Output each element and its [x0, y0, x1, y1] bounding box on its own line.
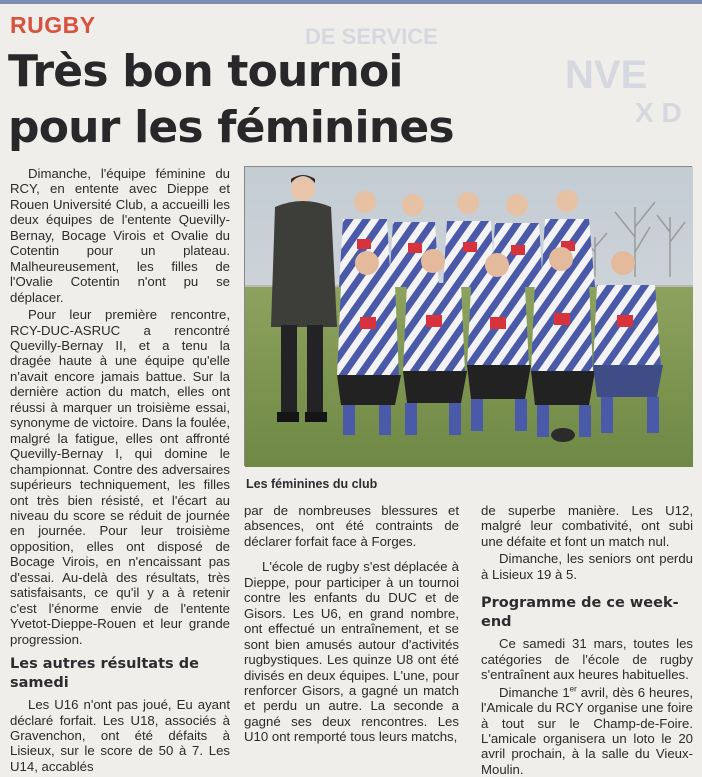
rugby-ball: [551, 428, 575, 442]
paragraph-youth-results: Les U16 n'ont pas joué, Eu ayant déclaré forfait. Les U18, associés à Gravenchon, ont été défaits à Lisieux, sur le score de 50 à 7. Les U14, accablés: [10, 697, 230, 774]
subhead-other-results: Les autres résultats de samedi: [10, 656, 199, 692]
article-column-3: [481, 503, 693, 777]
paragraph-saturday: Ce samedi 31 mars, toutes les catégories de l'école de rugby s'entraînent aux heures habituelles.: [481, 636, 693, 683]
article-column-2: [244, 503, 459, 745]
ghost-line-3: X D: [635, 97, 682, 128]
section-label: RUGBY: [10, 12, 96, 38]
paragraph-rugby-school: L'école de rugby s'est déplacée à Dieppe, pour participer à un tournoi contre les enfants du DUC et de Gisors. Les U6, en grand nombre, ont effectué un entraînement, et se sont bien amusés autour d'activités rugbystiques. Les quinze U8 ont été divisés en deux équipes. L'une, pour renforcer Gisors, a gagné un match et perdu un autre. La seconde a gagné ses deux rencontres. Les U10 ont remporté tous leurs matchs,: [244, 559, 459, 745]
paragraph-youth-results-cont: par de nombreuses blessures et absences, ont été contraints de déclarer forfait face à Forges.: [244, 503, 459, 549]
photo-caption: Les féminines du club: [246, 477, 378, 491]
headline-line-1: Très bon tournoi: [8, 46, 403, 97]
paragraph-matches: Pour leur première rencontre, RCY-DUC-ASRUC a rencontré Quevilly-Bernay II, et a tenu la dragée haute à une équipe qu'elle n'avait encore jamais battue. Sur la dernière action du match, elles ont réussi à marquer un troisième essai, synonyme de victoire. Dans la foulée, malgré la fatigue, elles ont affronté Quevilly-Bernay I, qui domine le championnat. Contre des adversaires supérieurs techniquement, les filles ont très bien résisté, et l'écart au niveau du score se réduit de journée en journée. Pour leur troisième opposition, elles ont disposé de Bocage Virois, en n'encaissant pas d'essai. Au-delà des résultats, très satisfaisants, ce qu'il y a à retenir c'est l'énorme envie de l'entente Yvetot-Dieppe-Rouen et leur grande progression.: [10, 307, 230, 647]
sunday-date: Dimanche 1: [499, 684, 570, 700]
top-color-strip: [0, 0, 702, 4]
paragraph-intro: Dimanche, l'équipe féminine du RCY, en entente avec Dieppe et Rouen Université Club, a accueilli les deux équipes de l'entente Quevilly-Bernay, Bocage Virois et Ovalie du Cotentin pour un plateau. Malheureusement, les filles de l'Ovalie Cotentin n'ont pu se déplacer.: [10, 166, 230, 305]
date-ordinal: er: [569, 684, 577, 694]
ghost-line-1: DE SERVICE: [305, 24, 438, 49]
team-photo-illustration: [245, 167, 693, 467]
paragraph-rugby-school-cont: de superbe manière. Les U12, malgré leur combativité, ont subi une défaite et font un match nul.: [481, 503, 693, 549]
ghost-line-2: NVE: [565, 53, 648, 97]
sunday-details: avril, dès 6 heures, l'Amicale du RCY organise une foire à tout sur le Champ-de-Foire. L'amicale organisera un loto le 20 avril prochain, à la salle du Vieux-Moulin.: [481, 684, 693, 777]
subhead-weekend-program: Programme de ce week-end: [481, 595, 679, 631]
team-photo: [244, 166, 692, 466]
paragraph-seniors: Dimanche, les seniors ont perdu à Lisieux 19 à 5.: [481, 551, 693, 582]
headline-line-2: pour les féminines: [8, 102, 454, 153]
article-column-1: [10, 166, 230, 774]
headline: [8, 44, 478, 156]
paragraph-sunday: [481, 685, 693, 777]
